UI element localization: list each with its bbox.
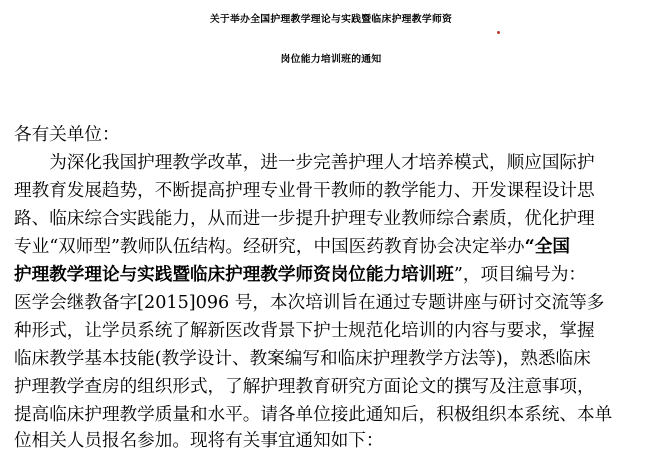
body-line-4-text: 专业“双师型”教师队伍结构。经研究，中国医药教育协会决定举办: [14, 237, 525, 257]
body-line-7: 种形式，让学员系统了解新医改背景下护士规范化培训的内容与要求，掌握: [14, 321, 595, 341]
salutation: 各有关单位：: [14, 125, 120, 145]
body-line-9: 护理教学查房的组织形式，了解护理教育研究方面论文的撰写及注意事项，: [14, 377, 595, 397]
body-line-1: 为深化我国护理教学改革，进一步完善护理人才培养模式，顺应国际护: [14, 153, 595, 173]
document-title-line-1: 关于举办全国护理教学理论与实践暨临床护理教学师资: [209, 14, 453, 25]
training-name: 护理教学理论与实践暨临床护理教学师资岗位能力培训班: [14, 264, 454, 285]
body-line-2: 理教育发展趋势，不断提高护理专业骨干教师的教学能力、开发课程设计思: [14, 181, 595, 201]
body-line-10: 提高临床护理教学质量和水平。请各单位接此通知后，积极组织本系统、本单: [14, 405, 613, 425]
body-line-5: [14, 264, 586, 286]
body-line-4: [14, 236, 570, 258]
red-mark: [497, 31, 500, 34]
body-line-8: 临床教学基本技能(教学设计、教案编写和临床护理教学方法等)，熟悉临床: [14, 349, 591, 369]
project-number-intro: ”，项目编号为：: [453, 265, 587, 285]
body-line-6: 医学会继教备字[2015]096 号，本次培训旨在通过专题讲座与研讨交流等多: [14, 293, 605, 313]
body-line-3: 路、临床综合实践能力，从而进一步提升护理专业教师综合素质，优化护理: [14, 209, 595, 229]
training-name-start: “全国: [524, 236, 570, 257]
document-title-line-2: 岗位能力培训班的通知: [280, 54, 382, 65]
body-line-11: 位相关人员报名参加。现将有关事宜通知如下：: [14, 431, 384, 451]
